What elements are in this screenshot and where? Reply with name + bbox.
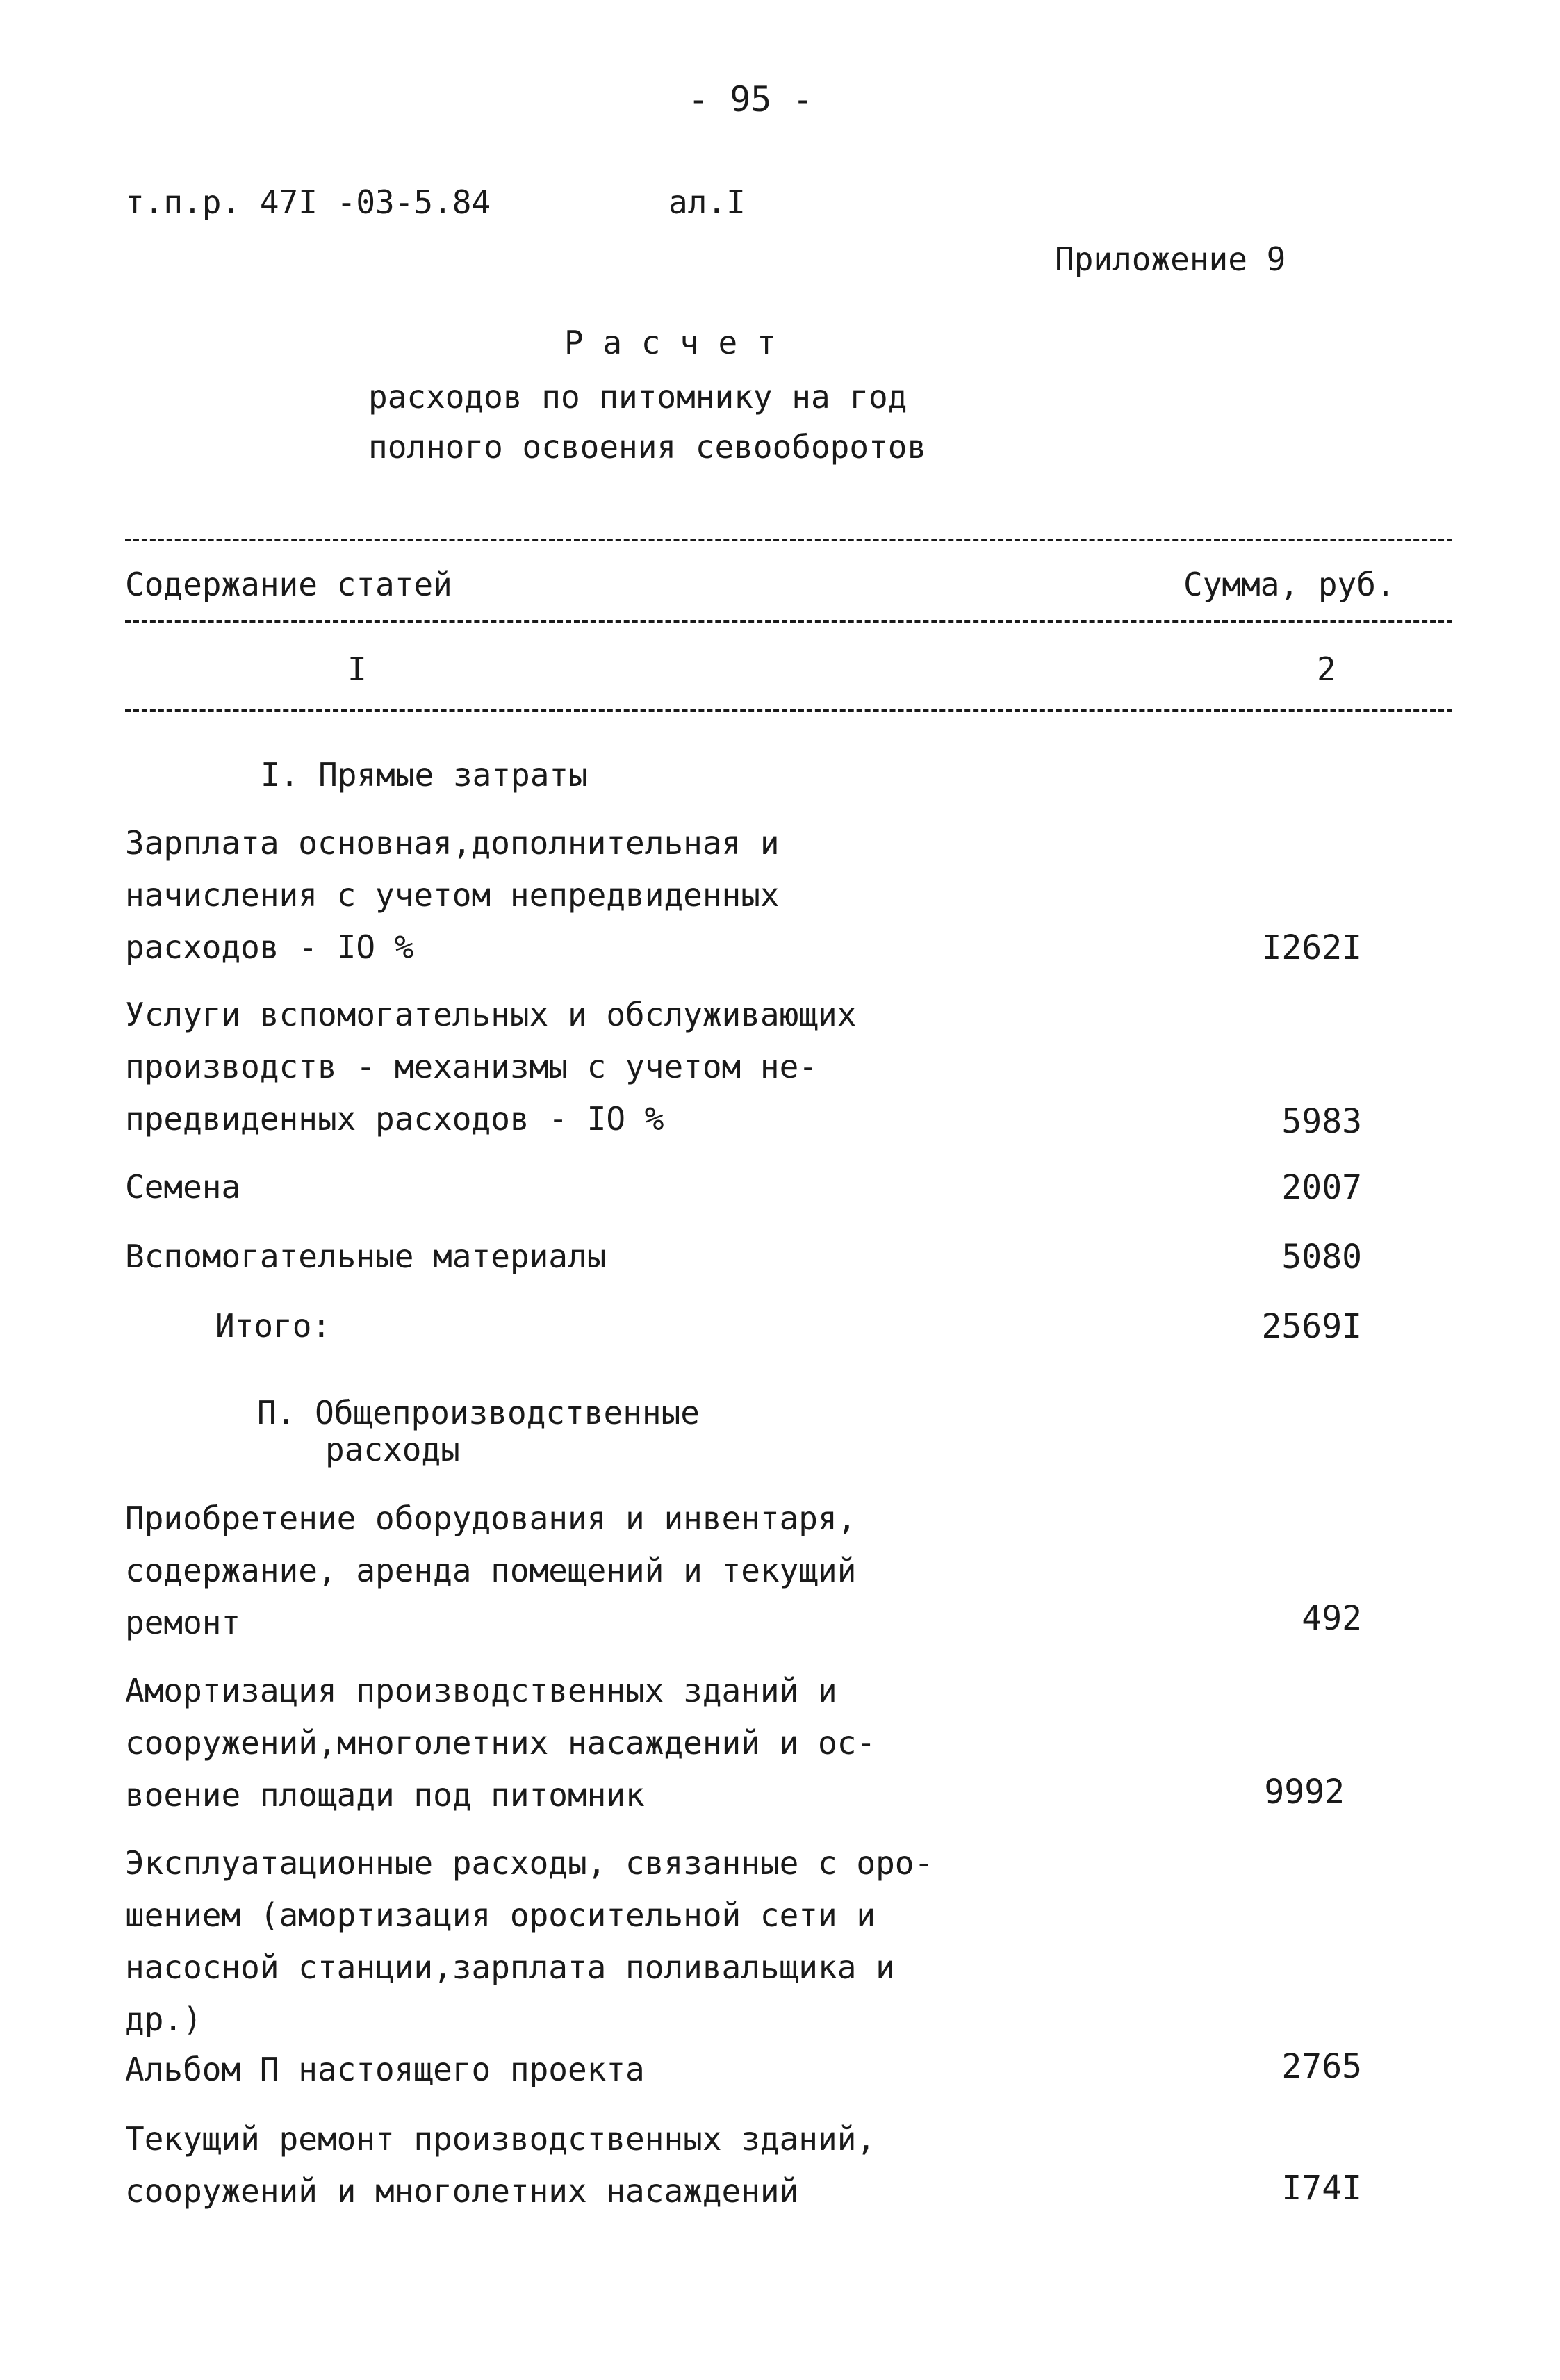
table-rule-middle <box>125 620 1452 623</box>
column-number-2: 2 <box>1317 650 1336 688</box>
header-sum-column: Сумма, руб. <box>1183 566 1395 603</box>
document-code: т.п.р. 47I -03-5.84 <box>125 183 491 221</box>
section-1-total-label: Итого: <box>215 1307 331 1345</box>
item-line: ремонт <box>125 1604 241 1641</box>
item-value: 2007 <box>1281 1168 1362 1207</box>
page-number: - 95 - <box>688 79 814 120</box>
item-line: Услуги вспомогательных и обслуживающих <box>125 996 857 1033</box>
document-subtitle-line-1: расходов по питомнику на год <box>368 378 908 416</box>
item-line: Зарплата основная,дополнительная и <box>125 824 780 862</box>
item-line: Альбом П настоящего проекта <box>125 2051 645 2088</box>
item-value: I74I <box>1281 2169 1362 2208</box>
item-line: шением (амортизация оросительной сети и <box>125 1896 876 1934</box>
album-number: ал.I <box>668 183 746 221</box>
document-title: Р а с ч е т <box>564 324 776 361</box>
document-subtitle-line-2: полного освоения севооборотов <box>368 428 927 466</box>
item-line: сооружений и многолетних насаждений <box>125 2172 799 2210</box>
table-rule-top <box>125 539 1452 541</box>
item-line: производств - механизмы с учетом не- <box>125 1048 818 1085</box>
item-line: Приобретение оборудования и инвентаря, <box>125 1500 857 1537</box>
table-rule-bottom <box>125 709 1452 712</box>
item-line: насосной станции,зарплата поливальщика и <box>125 1948 895 1986</box>
item-line: Амортизация производственных зданий и <box>125 1672 837 1709</box>
section-2-title-continued: расходы <box>325 1431 460 1468</box>
header-content-column: Содержание статей <box>125 566 452 603</box>
item-line: расходов - IO % <box>125 928 414 966</box>
item-value: 9992 <box>1264 1773 1345 1812</box>
section-1-total-value: 2569I <box>1261 1307 1362 1346</box>
item-line: Семена <box>125 1168 241 1206</box>
item-value: 2765 <box>1281 2047 1362 2086</box>
item-value: I262I <box>1261 928 1362 967</box>
item-line: содержание, аренда помещений и текущий <box>125 1552 857 1589</box>
item-line: воение площади под питомник <box>125 1776 645 1814</box>
item-value: 5080 <box>1281 1238 1362 1277</box>
column-number-1: I <box>347 650 367 688</box>
item-line: Вспомогательные материалы <box>125 1238 607 1275</box>
item-line: сооружений,многолетних насаждений и ос- <box>125 1724 876 1762</box>
item-line: Эксплуатационные расходы, связанные с оро- <box>125 1844 934 1882</box>
item-line: начисления с учетом непредвиденных <box>125 876 780 914</box>
section-2-title: П. Общепроизводственные <box>257 1394 700 1431</box>
item-value: 492 <box>1302 1599 1362 1638</box>
appendix-label: Приложение 9 <box>1055 240 1286 278</box>
item-line: Текущий ремонт производственных зданий, <box>125 2120 876 2158</box>
item-line: др.) <box>125 2001 202 2038</box>
section-1-title: I. Прямые затраты <box>261 756 588 794</box>
item-line: предвиденных расходов - IO % <box>125 1100 664 1138</box>
item-value: 5983 <box>1281 1102 1362 1141</box>
